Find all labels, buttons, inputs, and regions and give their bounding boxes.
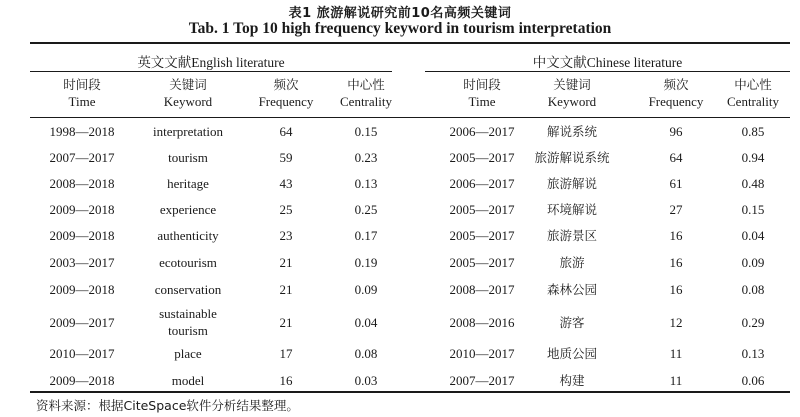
english-row-6-keyword: conservation — [154, 282, 222, 297]
column-header-chinese-3 — [698, 76, 800, 110]
english-row-3-time: 2009—2018 — [49, 202, 115, 217]
english-row-7-keyword — [133, 305, 243, 339]
chinese-row-4-time: 2005—2017 — [449, 228, 515, 243]
english-row-2-frequency: 43 — [279, 176, 293, 191]
column-header-cn: 时间段 — [63, 77, 101, 92]
english-row-5-frequency: 21 — [279, 255, 293, 270]
english-row-3-centrality: 0.25 — [354, 202, 378, 217]
keyword-line: sustainable — [159, 306, 217, 321]
column-header-en: Keyword — [547, 94, 597, 109]
chinese-row-6-keyword: 森林公园 — [546, 282, 597, 297]
chinese-row-3-centrality: 0.15 — [741, 202, 765, 217]
english-row-0-frequency: 64 — [279, 124, 293, 139]
chinese-row-1-keyword: 旅游解说系统 — [534, 150, 610, 165]
english-row-8-keyword: place — [174, 346, 202, 361]
chinese-row-5-keyword: 旅游 — [559, 255, 585, 270]
chinese-row-4-keyword: 旅游景区 — [546, 228, 597, 243]
english-row-7-time: 2009—2017 — [49, 315, 115, 330]
column-header-english-3 — [311, 76, 421, 110]
chinese-row-6-time: 2008—2017 — [449, 282, 515, 297]
bottom-rule — [30, 391, 790, 393]
english-row-6-frequency: 21 — [279, 282, 293, 297]
chinese-row-3-keyword: 环境解说 — [546, 202, 597, 217]
chinese-row-3-time: 2005—2017 — [449, 202, 515, 217]
english-row-8-centrality: 0.08 — [354, 346, 378, 361]
chinese-row-1-centrality: 0.94 — [741, 150, 765, 165]
english-row-0-centrality: 0.15 — [354, 124, 378, 139]
chinese-row-6-centrality: 0.08 — [741, 282, 765, 297]
english-row-0-time: 1998—2018 — [49, 124, 115, 139]
column-header-cn: 频次 — [663, 77, 689, 92]
english-row-8-frequency: 17 — [279, 346, 293, 361]
chinese-row-1-frequency: 64 — [669, 150, 683, 165]
chinese-row-8-centrality: 0.13 — [741, 346, 765, 361]
group-header-english: 英文文献English literature — [137, 55, 285, 70]
column-header-english-1 — [133, 76, 243, 110]
chinese-row-3-frequency: 27 — [669, 202, 683, 217]
english-row-5-keyword: ecotourism — [159, 255, 217, 270]
english-row-3-frequency: 25 — [279, 202, 293, 217]
english-row-1-time: 2007—2017 — [49, 150, 115, 165]
group-rule-english — [30, 71, 392, 72]
column-header-en: Keyword — [163, 94, 213, 109]
english-row-2-keyword: heritage — [167, 176, 209, 191]
chinese-row-9-keyword: 构建 — [559, 373, 585, 388]
chinese-row-7-frequency: 12 — [669, 315, 683, 330]
english-row-9-keyword: model — [171, 373, 205, 388]
english-row-7-centrality: 0.04 — [354, 315, 378, 330]
chinese-row-7-keyword: 游客 — [559, 315, 585, 330]
group-rule-chinese — [425, 71, 790, 72]
english-row-3-keyword: experience — [159, 202, 217, 217]
chinese-row-1-time: 2005—2017 — [449, 150, 515, 165]
column-header-english-0 — [27, 76, 137, 110]
group-header-chinese: 中文文献Chinese literature — [532, 55, 683, 70]
chinese-row-7-centrality: 0.29 — [741, 315, 765, 330]
chinese-row-2-frequency: 61 — [669, 176, 683, 191]
chinese-row-5-frequency: 16 — [669, 255, 683, 270]
english-row-4-keyword: authenticity — [157, 228, 219, 243]
chinese-row-9-time: 2007—2017 — [449, 373, 515, 388]
column-header-chinese-1 — [517, 76, 627, 110]
chinese-row-2-time: 2006—2017 — [449, 176, 515, 191]
english-row-7-frequency: 21 — [279, 315, 293, 330]
english-row-6-time: 2009—2018 — [49, 282, 115, 297]
chinese-row-2-centrality: 0.48 — [741, 176, 765, 191]
header-rule — [30, 117, 790, 118]
chinese-row-0-keyword: 解说系统 — [546, 124, 597, 139]
chinese-row-8-time: 2010—2017 — [449, 346, 515, 361]
english-row-1-centrality: 0.23 — [354, 150, 378, 165]
english-row-5-centrality: 0.19 — [354, 255, 378, 270]
english-row-8-time: 2010—2017 — [49, 346, 115, 361]
chinese-row-0-time: 2006—2017 — [449, 124, 515, 139]
chinese-row-8-keyword: 地质公园 — [546, 346, 597, 361]
column-header-cn: 关键词 — [169, 77, 207, 92]
table-caption-en: Tab. 1 Top 10 high frequency keyword in tourism interpretation — [188, 20, 612, 37]
chinese-row-9-centrality: 0.06 — [741, 373, 765, 388]
english-row-4-frequency: 23 — [279, 228, 293, 243]
english-row-0-keyword: interpretation — [152, 124, 224, 139]
chinese-row-5-time: 2005—2017 — [449, 255, 515, 270]
chinese-row-4-centrality: 0.04 — [741, 228, 765, 243]
english-row-5-time: 2003—2017 — [49, 255, 115, 270]
english-row-9-frequency: 16 — [279, 373, 293, 388]
chinese-row-6-frequency: 16 — [669, 282, 683, 297]
column-header-cn: 频次 — [273, 77, 299, 92]
column-header-cn: 时间段 — [463, 77, 501, 92]
chinese-row-8-frequency: 11 — [669, 346, 683, 361]
top-rule — [30, 42, 790, 44]
column-header-cn: 中心性 — [734, 77, 772, 92]
column-header-cn: 中心性 — [347, 77, 385, 92]
chinese-row-7-time: 2008—2016 — [449, 315, 515, 330]
english-row-6-centrality: 0.09 — [354, 282, 378, 297]
chinese-row-5-centrality: 0.09 — [741, 255, 765, 270]
english-row-4-centrality: 0.17 — [354, 228, 378, 243]
table-caption-cn: 表1 旅游解说研究前10名高频关键词 — [288, 6, 512, 21]
column-header-en: Centrality — [340, 94, 392, 109]
chinese-row-2-keyword: 旅游解说 — [546, 176, 597, 191]
column-header-en: Centrality — [727, 94, 779, 109]
chinese-row-0-centrality: 0.85 — [741, 124, 765, 139]
chinese-row-0-frequency: 96 — [669, 124, 683, 139]
chinese-row-4-frequency: 16 — [669, 228, 683, 243]
column-header-en: Time — [68, 94, 96, 109]
english-row-9-centrality: 0.03 — [354, 373, 378, 388]
source-note: 资料来源：根据CiteSpace软件分析结果整理。 — [36, 398, 299, 413]
column-header-cn: 关键词 — [553, 77, 591, 92]
column-header-en: Time — [468, 94, 496, 109]
chinese-row-9-frequency: 11 — [669, 373, 683, 388]
english-row-2-time: 2008—2018 — [49, 176, 115, 191]
english-row-1-frequency: 59 — [279, 150, 293, 165]
english-row-9-time: 2009—2018 — [49, 373, 115, 388]
english-row-1-keyword: tourism — [168, 150, 208, 165]
column-header-en: Frequency — [258, 94, 314, 109]
english-row-4-time: 2009—2018 — [49, 228, 115, 243]
keyword-line: tourism — [168, 323, 208, 338]
column-header-en: Frequency — [648, 94, 704, 109]
english-row-2-centrality: 0.13 — [354, 176, 378, 191]
